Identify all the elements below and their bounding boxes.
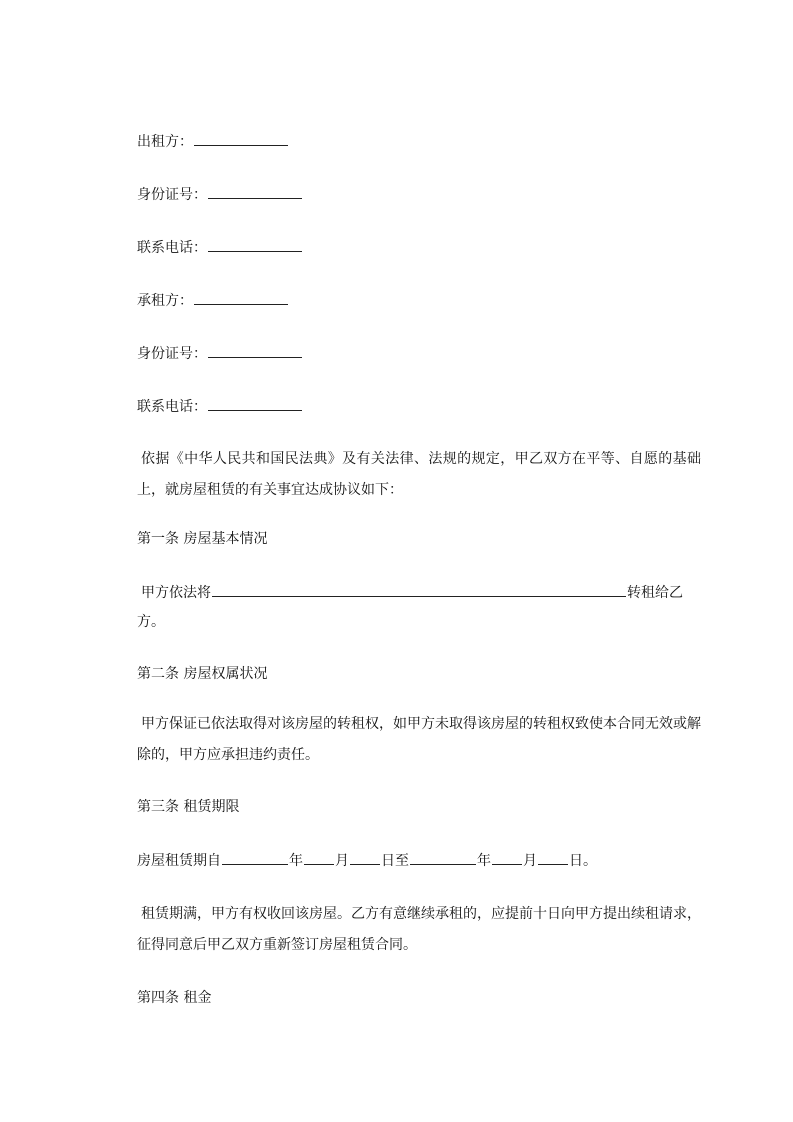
lessor-phone-label: 联系电话： <box>137 240 207 256</box>
lessee-blank[interactable] <box>194 290 288 305</box>
day-to-label: 日至 <box>381 853 409 869</box>
article1-text-before: 甲方依法将 <box>141 585 211 601</box>
end-month-blank[interactable] <box>492 850 522 865</box>
article3-heading: 第三条 租赁期限 <box>137 799 240 815</box>
end-year-label: 年 <box>477 853 491 869</box>
lessor-id-label: 身份证号： <box>137 187 207 203</box>
article4-heading: 第四条 租金 <box>137 990 212 1006</box>
end-day-blank[interactable] <box>538 850 568 865</box>
start-day-blank[interactable] <box>350 850 380 865</box>
lessor-phone-blank[interactable] <box>208 237 302 252</box>
lessor-blank[interactable] <box>194 131 288 146</box>
end-month-label: 月 <box>523 853 537 869</box>
lessee-phone-line <box>137 396 303 417</box>
lessor-label: 出租方： <box>137 134 193 150</box>
start-month-label: 月 <box>335 853 349 869</box>
article1-heading: 第一条 房屋基本情况 <box>137 531 268 547</box>
lessor-line <box>137 131 289 152</box>
lessee-phone-blank[interactable] <box>208 396 302 411</box>
lessee-id-label: 身份证号： <box>137 346 207 362</box>
start-year-blank[interactable] <box>222 850 288 865</box>
lessee-line <box>137 290 289 311</box>
start-month-blank[interactable] <box>304 850 334 865</box>
lessor-id-blank[interactable] <box>208 184 302 199</box>
lessor-id-line <box>137 184 303 205</box>
premises-blank[interactable] <box>212 582 626 597</box>
lessor-phone-line <box>137 237 303 258</box>
article1-line <box>141 582 683 603</box>
article1-text-after: 转租给乙 <box>627 585 683 601</box>
period-prefix: 房屋租赁期自 <box>137 853 221 869</box>
start-year-label: 年 <box>289 853 303 869</box>
lessee-label: 承租方： <box>137 293 193 309</box>
preamble-paragraph: 依据《中华人民共和国民法典》及有关法律、法规的规定，甲乙双方在平等、自愿的基础上，就房屋租赁的有关事宜达成协议如下： <box>137 451 701 498</box>
lessee-id-blank[interactable] <box>208 343 302 358</box>
article2-heading: 第二条 房屋权属状况 <box>137 666 268 682</box>
article2-paragraph: 甲方保证已依法取得对该房屋的转租权，如甲方未取得该房屋的转租权致使本合同无效或解除的，甲方应承担违约责任。 <box>137 716 701 763</box>
lease-period-line <box>137 850 597 871</box>
lessee-phone-label: 联系电话： <box>137 399 207 415</box>
article1-wrap: 方。 <box>137 614 165 630</box>
end-year-blank[interactable] <box>410 850 476 865</box>
renewal-paragraph: 租赁期满，甲方有权收回该房屋。乙方有意继续承租的，应提前十日向甲方提出续租请求，征得同意后甲乙双方重新签订房屋租赁合同。 <box>137 906 701 953</box>
day-end-label: 日。 <box>569 853 597 869</box>
lessee-id-line <box>137 343 303 364</box>
